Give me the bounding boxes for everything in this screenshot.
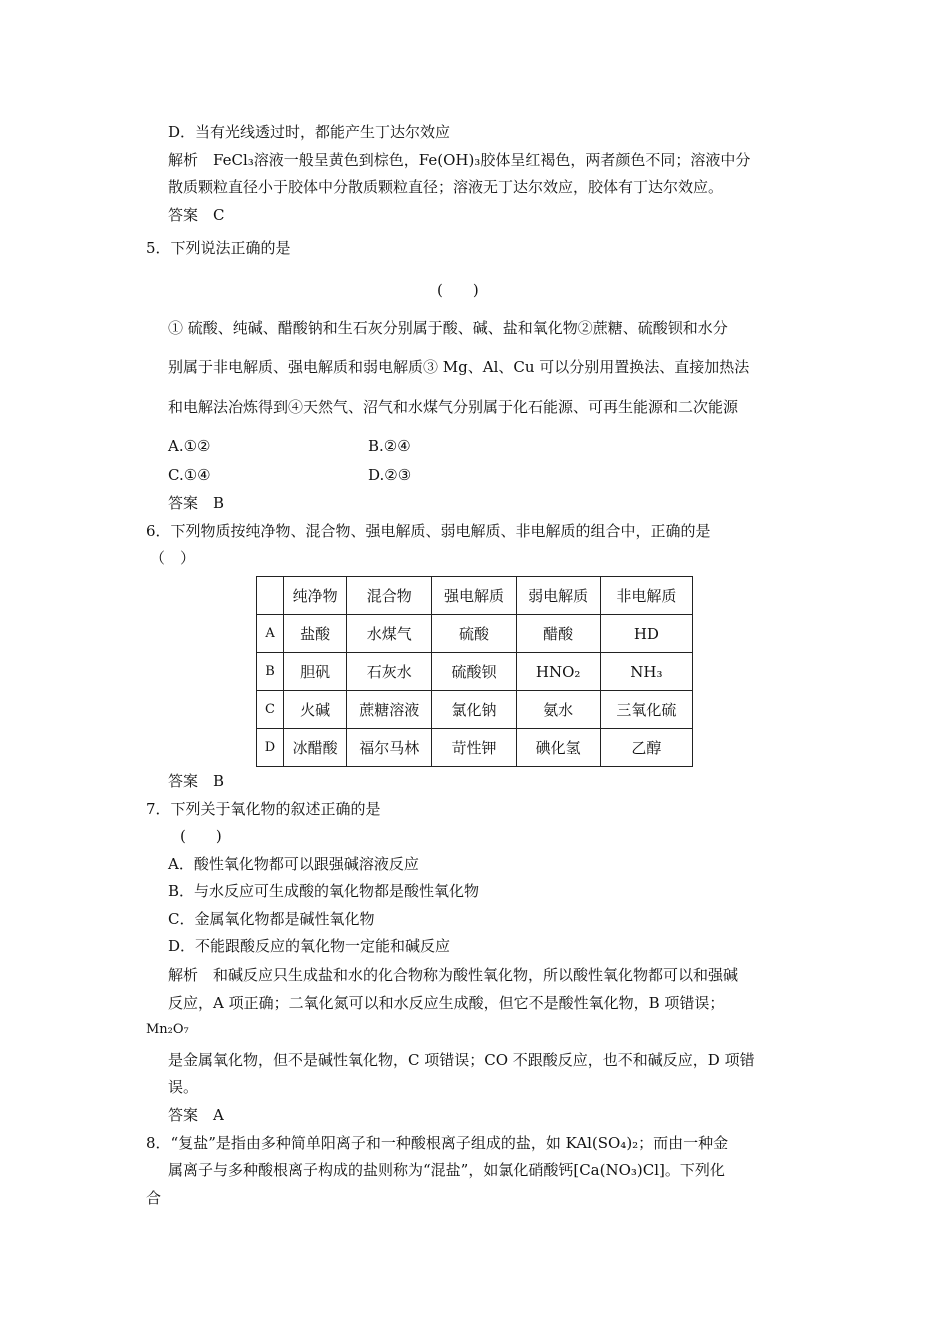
question-5-text-line1: ① 硫酸、纯碱、醋酸钠和生石灰分别属于酸、碱、盐和氧化物②蔗糖、硫酸钡和水分 [168,319,728,337]
table-row [257,653,693,691]
table-cell: 火碱 [284,691,347,729]
table-cell: 三氧化硫 [600,691,692,729]
table-cell: 硫酸 [432,615,516,653]
table-cell: 冰醋酸 [284,729,347,767]
table-cell: 蔗糖溶液 [347,691,432,729]
table-cell: 碘化氢 [516,729,600,767]
question-5-text-line2: 别属于非电解质、强电解质和弱电解质③ Mg、Al、Cu 可以分别用置换法、直接加热法 [168,358,750,376]
question-5-option-d: D.②③ [368,466,412,484]
question-7-stem: 7．下列关于氧化物的叙述正确的是 [146,800,381,818]
question-5-bracket: ( ) [437,281,479,299]
answer-q5: 答案 B [168,494,225,512]
question-8-line3: 合 [146,1189,162,1207]
table-cell: 硫酸钡 [432,653,516,691]
table-header-cell: 弱电解质 [516,577,600,615]
question-7-option-b: B．与水反应可生成酸的氧化物都是酸性氧化物 [168,882,480,900]
question-6-table [256,576,693,767]
table-cell: 胆矾 [284,653,347,691]
table-header-cell: 非电解质 [600,577,692,615]
table-cell: B [257,653,284,691]
table-cell: 乙醇 [600,729,692,767]
table-header-row [257,577,693,615]
table-header-cell: 强电解质 [432,577,516,615]
question-8-line1: 8．“复盐”是指由多种简单阳离子和一种酸根离子组成的盐，如 KAl(SO₄)₂；而由一种金 [146,1134,729,1152]
question-8-line2: 属离子与多种酸根离子构成的盐则称为“混盐”，如氯化硝酸钙[Ca(NO₃)Cl]。下列化 [168,1161,725,1179]
table-row [257,729,693,767]
table-cell: 氯化钠 [432,691,516,729]
table-cell: A [257,615,284,653]
question-5-text-line3: 和电解法冶炼得到④天然气、沼气和水煤气分别属于化石能源、可再生能源和二次能源 [168,398,739,416]
question-5-option-b: B.②④ [368,437,411,455]
question-7-option-d: D．不能跟酸反应的氧化物一定能和碱反应 [168,937,451,955]
question-6-bracket: （ ） [150,549,196,567]
analysis-q7-line2: 反应，A 项正确；二氧化氮可以和水反应生成酸，但它不是酸性氧化物，B 项错误； [168,994,725,1012]
table-cell: 石灰水 [347,653,432,691]
table-cell: HD [600,615,692,653]
analysis-q7-formula: Mn₂O₇ [146,1022,189,1037]
question-7-option-c: C．金属氧化物都是碱性氧化物 [168,910,375,928]
table-cell: 水煤气 [347,615,432,653]
question-6-stem: 6．下列物质按纯净物、混合物、强电解质、弱电解质、非电解质的组合中，正确的是 [146,522,711,540]
answer-q7: 答案 A [168,1106,224,1124]
table-header-cell: 混合物 [347,577,432,615]
question-5-option-c: C.①④ [168,466,211,484]
question-7-option-a: A．酸性氧化物都可以跟强碱溶液反应 [168,855,419,873]
table-cell: D [257,729,284,767]
table-cell: 氨水 [516,691,600,729]
question-5-option-a: A.①② [168,437,211,455]
table-row [257,691,693,729]
analysis-q7-line3: 是金属氧化物，但不是碱性氧化物，C 项错误；CO 不跟酸反应，也不和碱反应，D 项错 [168,1051,755,1069]
table-header-cell: 纯净物 [284,577,347,615]
table-header-cell [257,577,284,615]
table-cell: 苛性钾 [432,729,516,767]
table-row [257,615,693,653]
table-cell: 福尔马林 [347,729,432,767]
answer-q6: 答案 B [168,772,225,790]
analysis-q7-line4: 误。 [168,1078,199,1096]
option-d-q4: D．当有光线透过时，都能产生丁达尔效应 [168,123,451,141]
table-cell: NH₃ [600,653,692,691]
question-5-stem: 5．下列说法正确的是 [146,239,291,257]
question-7-bracket: ( ) [180,827,222,845]
answer-q4: 答案 C [168,206,225,224]
table-cell: C [257,691,284,729]
analysis-q4-line2: 散质颗粒直径小于胶体中分散质颗粒直径；溶液无丁达尔效应，胶体有丁达尔效应。 [168,178,724,196]
analysis-q4-line1: 解析 FeCl₃溶液一般呈黄色到棕色，Fe(OH)₃胶体呈红褐色，两者颜色不同；溶液中分 [168,151,751,169]
table-cell: HNO₂ [516,653,600,691]
table-cell: 醋酸 [516,615,600,653]
table-cell: 盐酸 [284,615,347,653]
analysis-q7-line1: 解析 和碱反应只生成盐和水的化合物称为酸性氧化物，所以酸性氧化物都可以和强碱 [168,966,739,984]
